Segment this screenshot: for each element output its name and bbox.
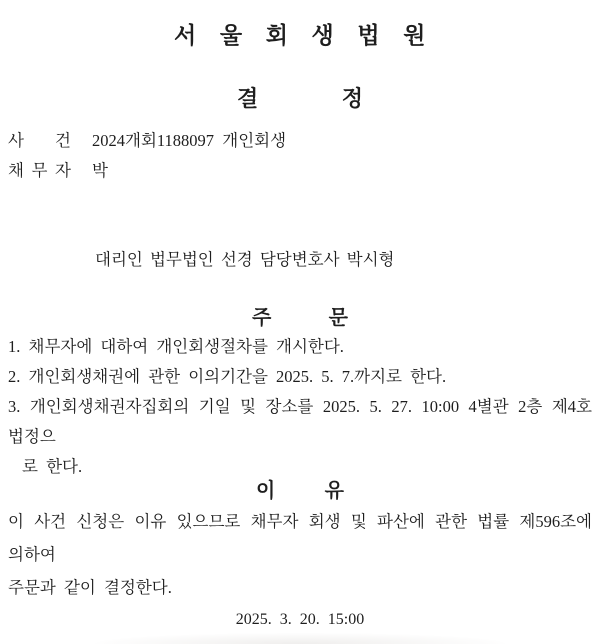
court-name-char: 생 (311, 23, 335, 48)
order-item-1: 1. 채무자에 대하여 개인회생절차를 개시한다. (8, 337, 344, 356)
reason-line-1: 이 사건 신청은 이유 있으므로 채무자 회생 및 파산에 관한 법률 제596조에 의하여 (8, 512, 600, 564)
order-heading-text (252, 301, 348, 330)
reason-heading-char: 이 (256, 480, 276, 502)
order-body (8, 332, 600, 482)
case-number-row (8, 131, 592, 151)
order-item-3: 3. 개인회생채권자집회의 기일 및 장소를 2025. 5. 27. 10:00 4별관 2층 제4호 법정으 (8, 397, 600, 446)
attorney-line: 대리인 법무법인 선경 담당변호사 박시형 (95, 250, 395, 269)
decision-datetime-text: 2025. 3. 20. 15:00 (235, 611, 365, 628)
court-name-char: 울 (219, 23, 243, 48)
document-title-text (237, 82, 363, 113)
court-name-char: 법 (357, 23, 381, 48)
court-name-char: 원 (403, 23, 426, 48)
reason-line-2: 주문과 같이 결정한다. (8, 578, 172, 597)
debtor-name-value: 박 (92, 161, 108, 180)
debtor-label: 채 무 자 (8, 161, 71, 180)
order-heading-char: 주 (252, 307, 272, 329)
reason-heading-text (256, 474, 344, 503)
case-label: 사 건 (8, 131, 71, 150)
order-item-3-continued: 로 한다. (22, 457, 83, 476)
court-name-char: 회 (265, 23, 289, 48)
order-heading-char: 문 (328, 307, 348, 329)
case-number-value: 2024개회1188097 개인회생 (92, 131, 287, 150)
document-title (0, 82, 600, 113)
debtor-row (8, 161, 592, 181)
document-title-char: 정 (341, 86, 363, 111)
reason-body (8, 505, 600, 604)
court-name-text (174, 17, 426, 50)
court-name-heading (0, 17, 600, 50)
reason-section-heading (0, 474, 600, 503)
scan-artifact-smudge (95, 633, 505, 644)
order-section-heading (0, 301, 600, 330)
document-title-char: 결 (237, 86, 259, 111)
decision-datetime (0, 611, 600, 629)
reason-heading-char: 유 (324, 480, 344, 502)
court-name-char: 서 (174, 23, 197, 48)
order-item-2: 2. 개인회생채권에 관한 이의기간을 2025. 5. 7.까지로 한다. (8, 367, 447, 386)
